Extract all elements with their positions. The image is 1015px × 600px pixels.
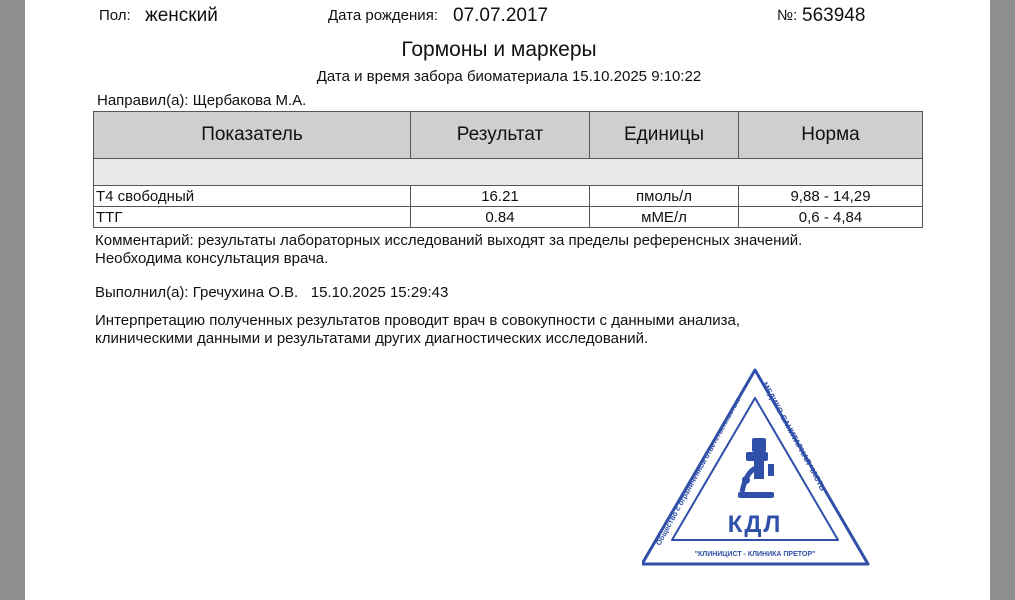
referred-by: Направил(а): Щербакова М.А.	[97, 92, 307, 109]
microscope-icon	[738, 438, 774, 498]
row-units: пмоль/л	[590, 186, 739, 207]
collection-datetime: Дата и время забора биоматериала 15.10.2025 9:10:22	[316, 68, 702, 85]
number-value: 563948	[802, 5, 866, 26]
comment-line-1: Комментарий: результаты лабораторных исследований выходят за пределы референсных значений.	[95, 232, 803, 249]
row-norm: 0,6 - 4,84	[739, 207, 923, 228]
sex-label: Пол:	[99, 7, 131, 24]
number-label: №:	[777, 7, 798, 24]
header-result: Результат	[411, 112, 590, 159]
lab-stamp	[642, 368, 870, 568]
row-result: 0.84	[411, 207, 590, 228]
row-name: Т4 свободный	[94, 186, 411, 207]
results-table	[93, 111, 923, 228]
stamp-left-text: Общество с ограниченной ответственностью	[653, 395, 743, 547]
header-indicator: Показатель	[94, 112, 411, 159]
interpretation-line-1: Интерпретацию полученных результатов проводит врач в совокупности с данными анализа,	[95, 312, 741, 329]
row-result: 16.21	[411, 186, 590, 207]
row-name: ТТГ	[94, 207, 411, 228]
report-title: Гормоны и маркеры	[401, 38, 597, 61]
dob-label: Дата рождения:	[328, 7, 438, 24]
lab-report-page	[25, 0, 990, 600]
dob-value: 07.07.2017	[453, 5, 549, 26]
header-norm: Норма	[739, 112, 923, 159]
comment-line-2: Необходима консультация врача.	[95, 250, 329, 267]
table-header-row	[94, 112, 923, 159]
table-row	[94, 207, 923, 228]
interpretation-line-2: клиническими данными и результатами других диагностических исследований.	[95, 330, 649, 347]
row-units: мМЕ/л	[590, 207, 739, 228]
stamp-center-text: КДЛ	[727, 511, 783, 538]
stamp-bottom-text: "КЛИНИЦИСТ - КЛИНИКА ПРЕТОР"	[694, 551, 816, 558]
table-spacer-row	[94, 159, 923, 186]
table-row	[94, 186, 923, 207]
header-units: Единицы	[590, 112, 739, 159]
stamp-right-text: МЕДИКО-САНИТАРНАЯ ЧАСТЬ	[760, 380, 828, 493]
performed-by: Выполнил(а): Гречухина О.В. 15.10.2025 15:29:43	[95, 284, 449, 301]
sex-value: женский	[145, 5, 218, 26]
row-norm: 9,88 - 14,29	[739, 186, 923, 207]
